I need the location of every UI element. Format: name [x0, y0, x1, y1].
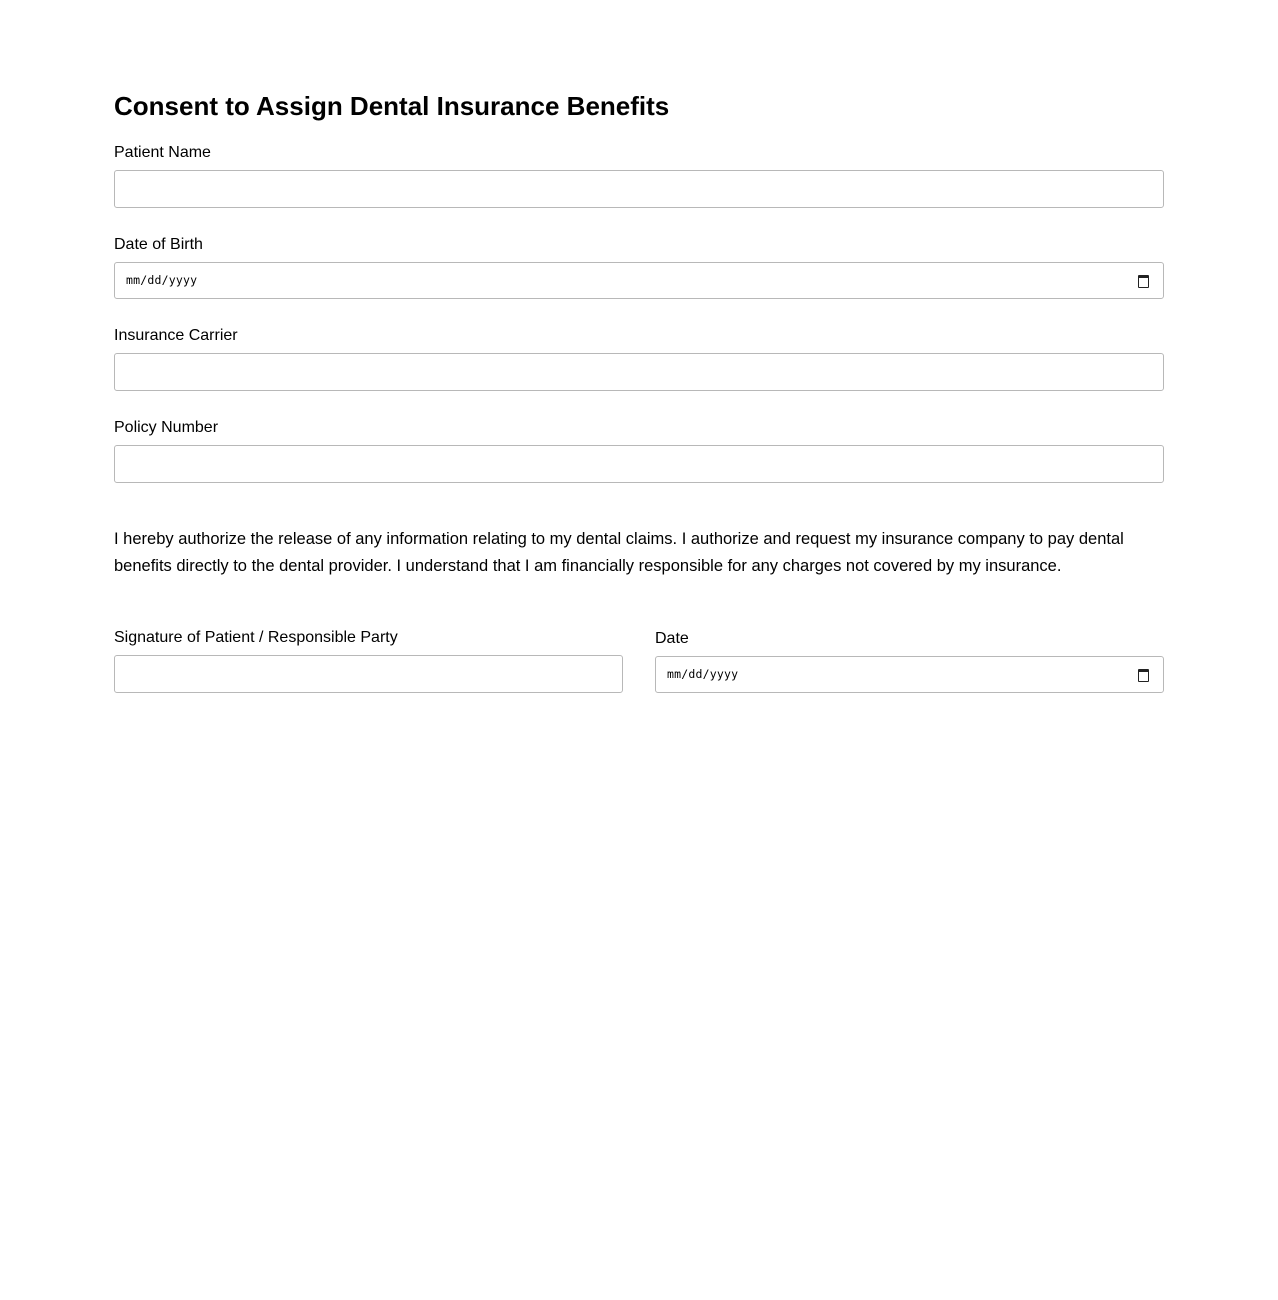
date-placeholder: mm/dd/yyyy	[667, 667, 739, 681]
calendar-icon[interactable]	[1138, 275, 1149, 288]
date-of-birth-label: Date of Birth	[114, 236, 203, 253]
patient-name-input[interactable]	[114, 170, 1164, 208]
signature-input[interactable]	[114, 655, 623, 693]
insurance-carrier-field	[114, 326, 1164, 391]
patient-name-label: Patient Name	[114, 144, 211, 161]
policy-number-label: Policy Number	[114, 419, 219, 436]
signature-label: Signature of Patient / Responsible Party	[114, 629, 398, 646]
signature-field	[114, 628, 623, 693]
page-title: Consent to Assign Dental Insurance Benefits	[114, 91, 670, 121]
policy-number-input[interactable]	[114, 445, 1164, 483]
insurance-carrier-label: Insurance Carrier	[114, 327, 238, 344]
patient-name-field	[114, 143, 1164, 208]
date-label: Date	[655, 630, 689, 647]
consent-statement: I hereby authorize the release of any information relating to my dental claims. I authorize and request my insurance company to pay dental benefits directly to the dental provider. I understand that I am financially responsible for any charges not covered by my insurance.	[114, 530, 1124, 575]
date-of-birth-input[interactable]	[114, 262, 1164, 299]
date-field	[655, 629, 1164, 693]
date-of-birth-field	[114, 235, 1164, 299]
policy-number-field	[114, 418, 1164, 483]
calendar-icon[interactable]	[1138, 669, 1149, 682]
date-of-birth-placeholder: mm/dd/yyyy	[126, 273, 198, 287]
date-input[interactable]	[655, 656, 1164, 693]
insurance-carrier-input[interactable]	[114, 353, 1164, 391]
